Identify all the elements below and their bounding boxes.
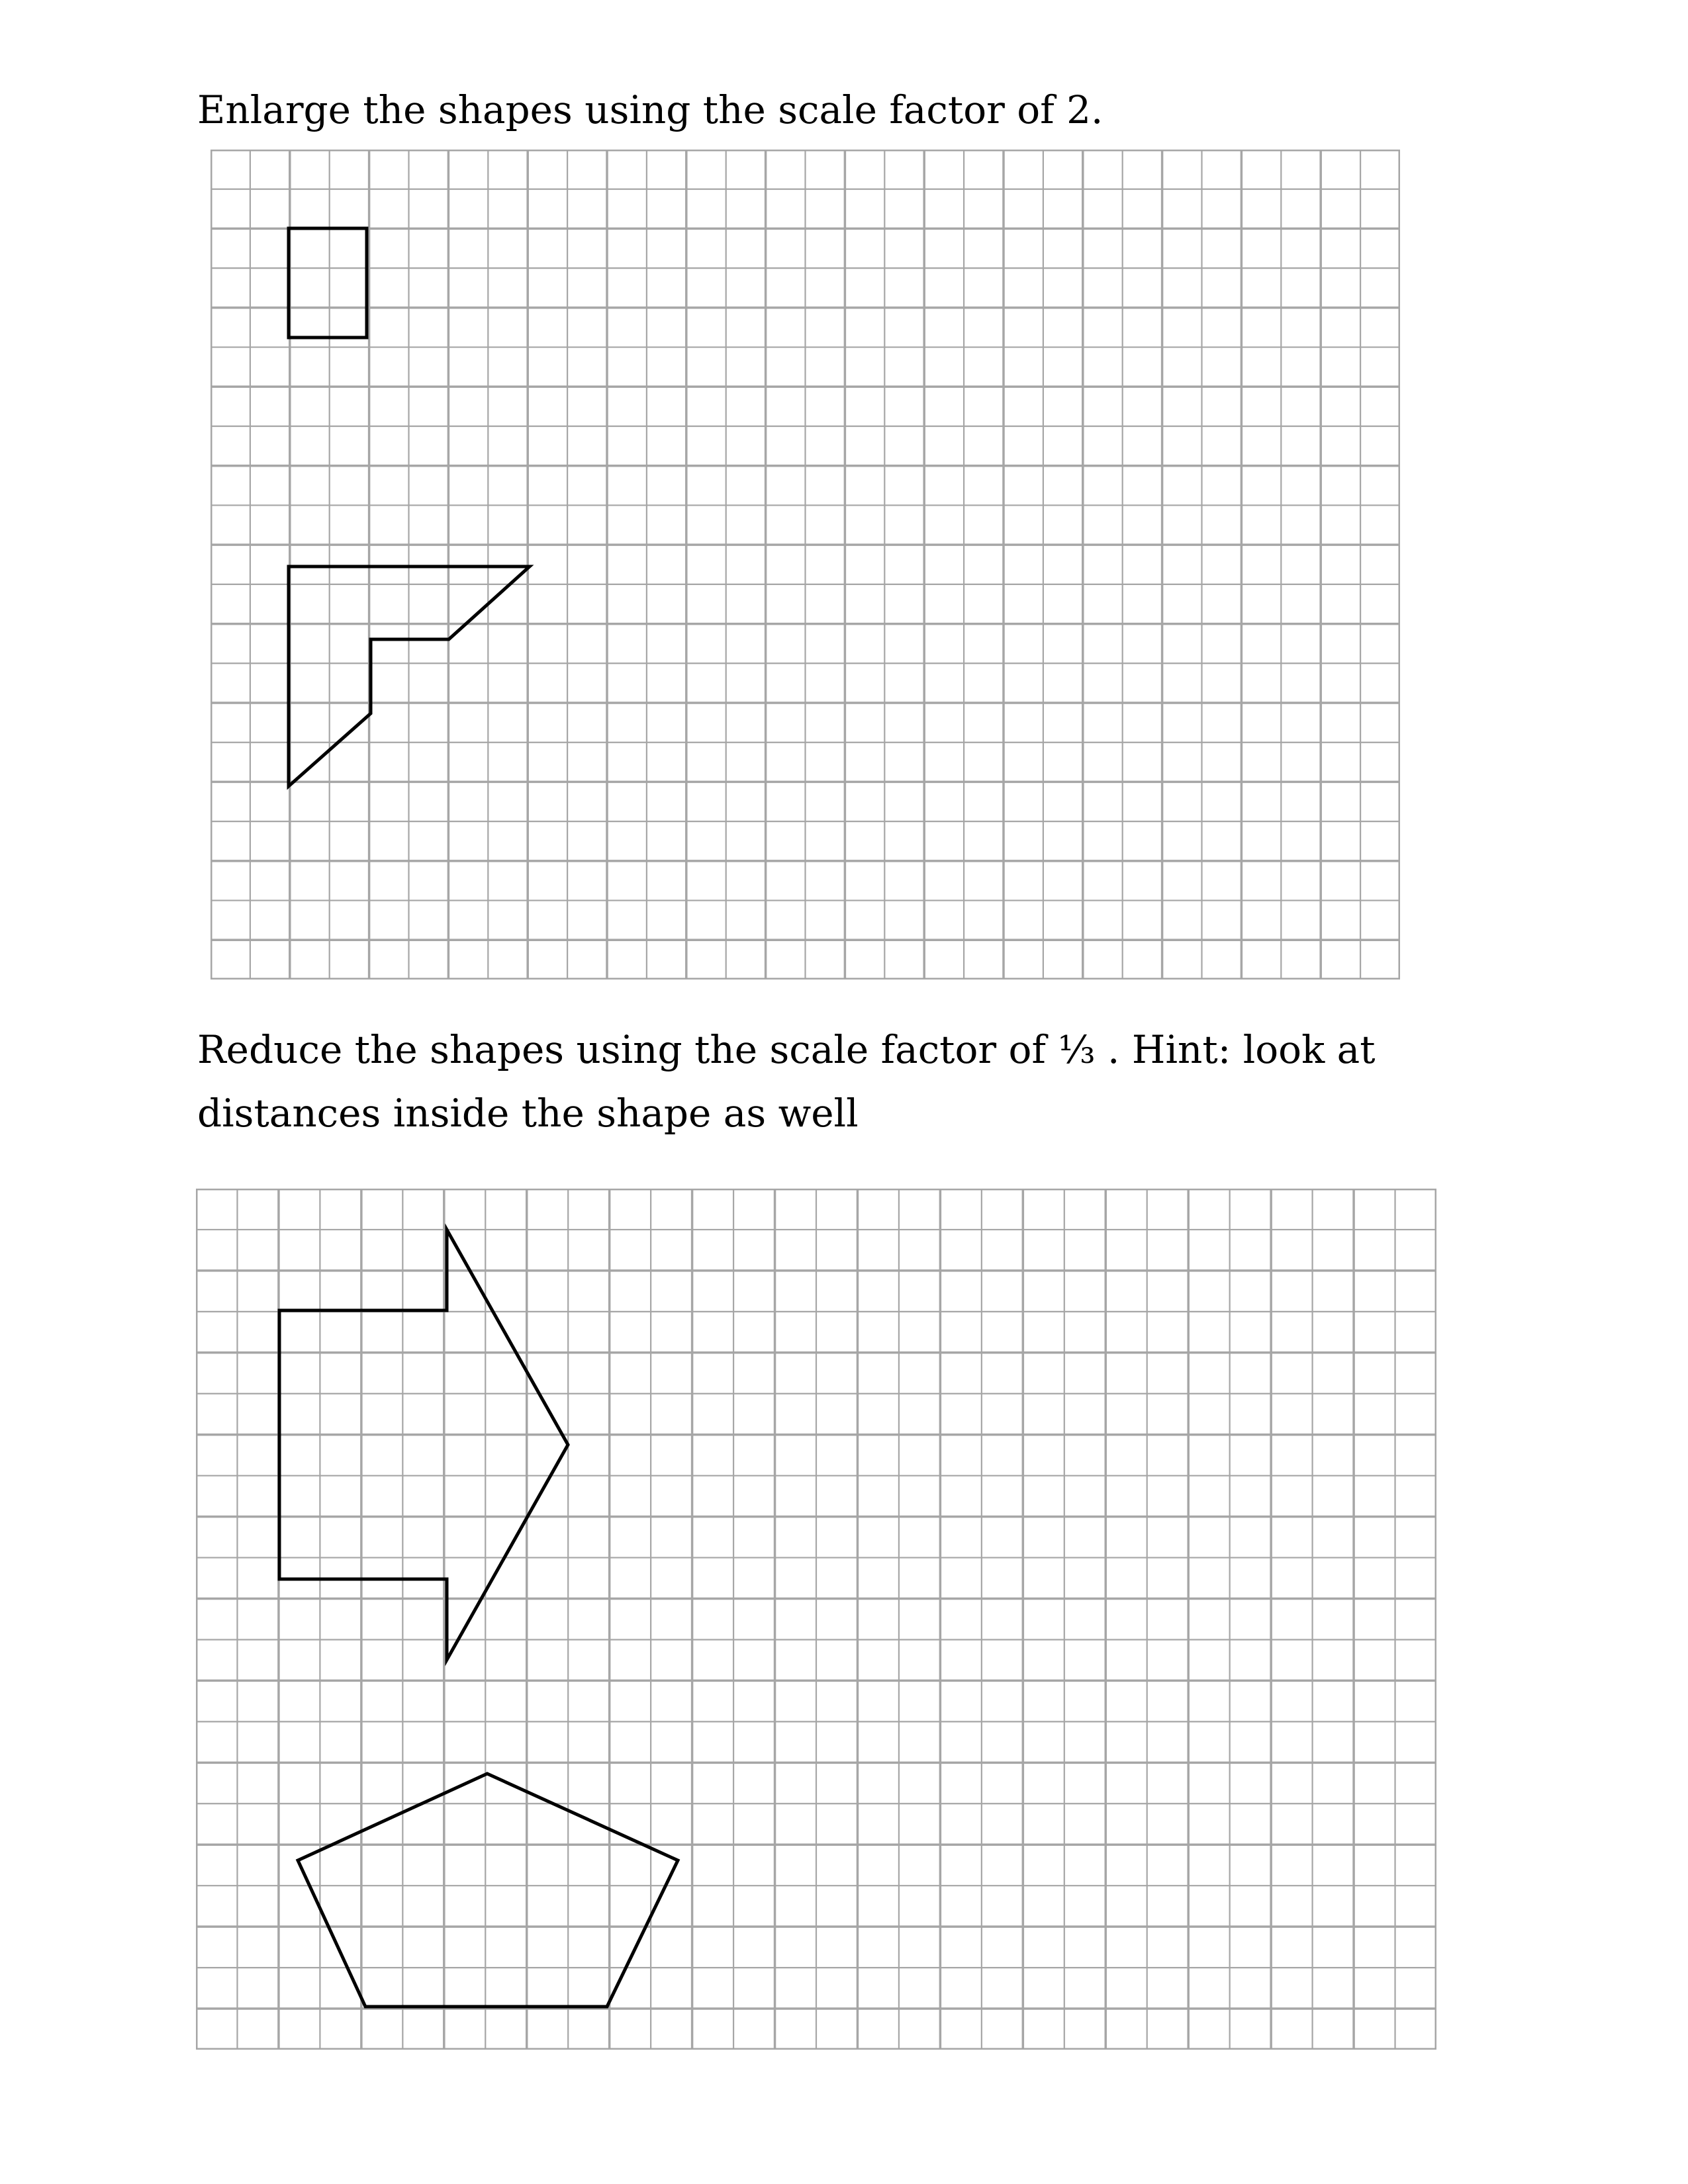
enlarge-grid xyxy=(211,150,1400,979)
enlarge-instruction-text: Enlarge the shapes using the scale factor of 2. xyxy=(197,87,1103,132)
arrow-shape xyxy=(279,1230,568,1660)
reduce-grid xyxy=(196,1189,1436,2050)
reduce-instruction xyxy=(197,1018,1534,1145)
enlarge-grid-lines xyxy=(211,150,1400,979)
fraction-one-third: ⅓ xyxy=(1058,1027,1096,1072)
pentagon-shape xyxy=(298,1774,678,2007)
small-rectangle-shape xyxy=(289,228,367,338)
reduce-instruction-start: Reduce the shapes using the scale factor of xyxy=(197,1027,1058,1072)
reduce-instruction-end: . Hint: look at distances inside the shape as well xyxy=(197,1027,1376,1136)
reduce-grid-lines xyxy=(196,1189,1436,2050)
enlarge-instruction xyxy=(197,78,1455,142)
